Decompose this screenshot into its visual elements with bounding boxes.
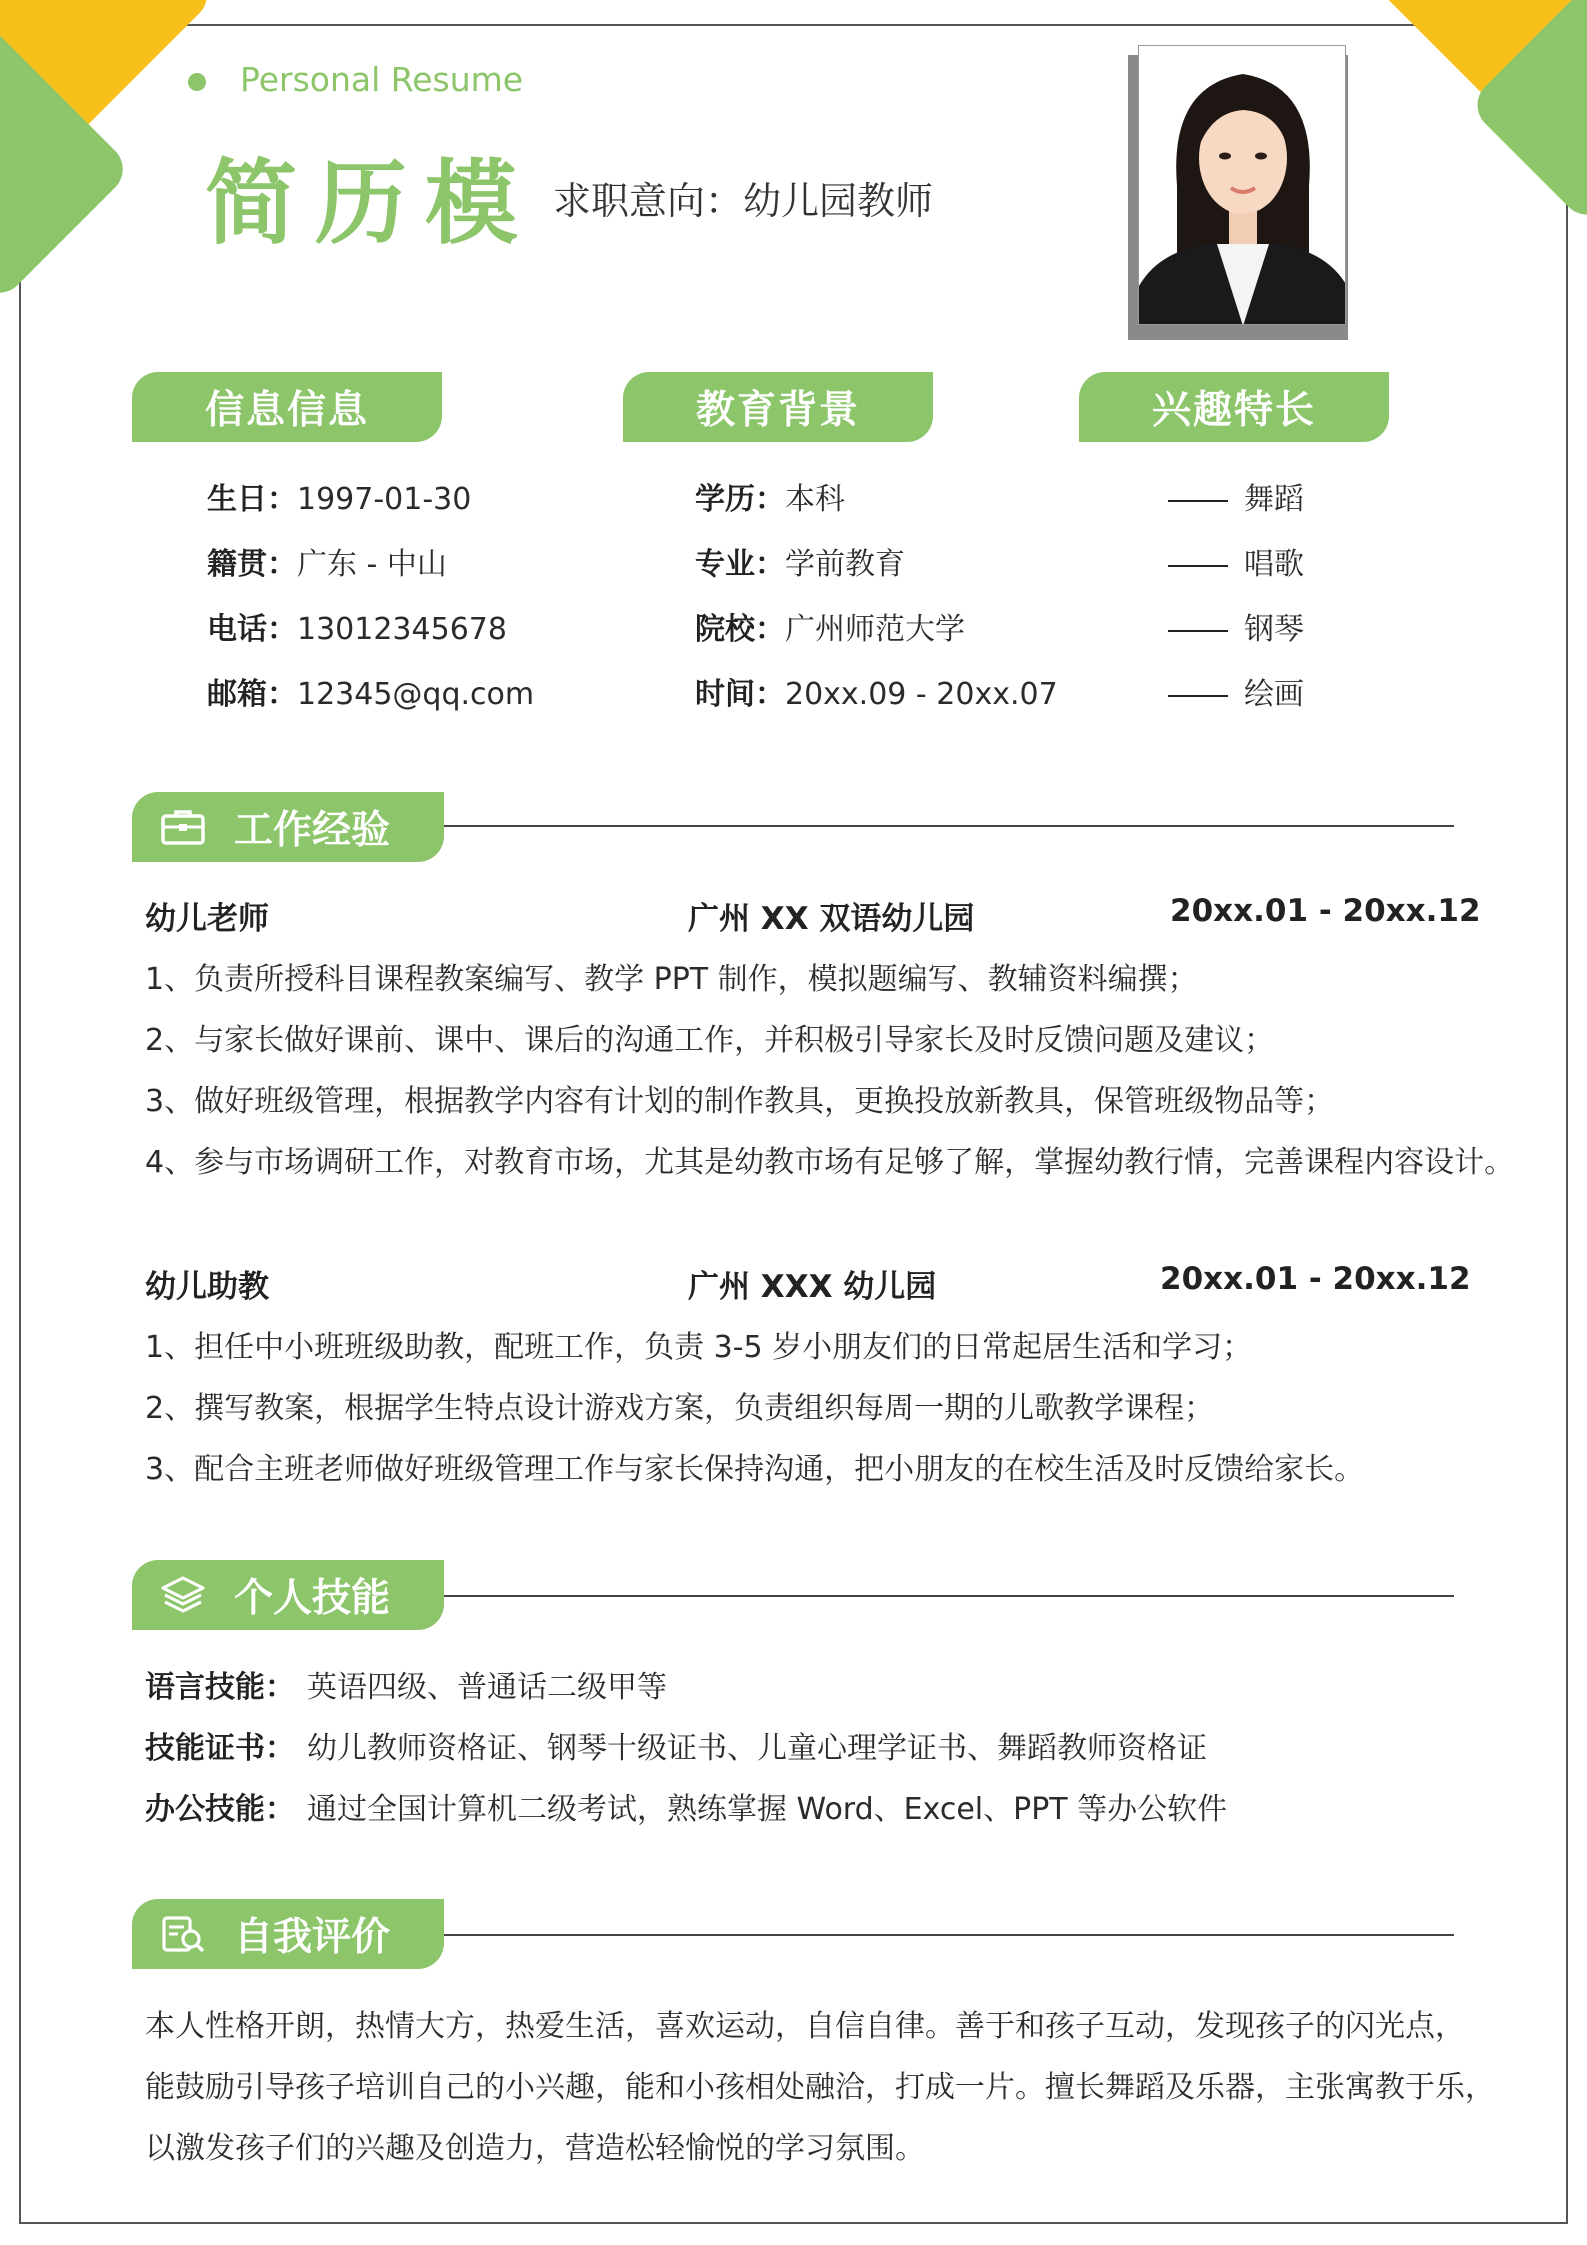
hobbies-section-title: 兴趣特长 (1079, 372, 1389, 442)
hobby-label: 钢琴 (1244, 612, 1304, 647)
info-label: 生日： (207, 482, 297, 517)
education-value: 本科 (785, 482, 845, 517)
skills-section-title: 个人技能 (234, 1576, 391, 1621)
self-evaluation-line: 本人性格开朗，热情大方，热爱生活，喜欢运动，自信自律。善于和孩子互动，发现孩子的闪光点， (145, 2009, 1465, 2044)
skill-value: 幼儿教师资格证、钢琴十级证书、儿童心理学证书、舞蹈教师资格证 (307, 1731, 1207, 1766)
hobby-item (1168, 669, 1304, 713)
layers-icon (160, 1575, 206, 1615)
job-company: 广州 XX 双语幼儿园 (688, 901, 975, 937)
education-row (695, 474, 845, 518)
info-section-title: 信息信息 (132, 372, 442, 442)
skill-row (145, 1784, 1227, 1828)
hobby-dash (1168, 695, 1228, 697)
info-row (207, 604, 507, 648)
job-duty-line: 2、与家长做好课前、课中、课后的沟通工作，并积极引导家长及时反馈问题及建议； (145, 1023, 1275, 1058)
page-frame (19, 24, 1568, 2224)
job-period: 20xx.01 - 20xx.12 (1160, 1261, 1471, 1297)
info-value: 1997-01-30 (297, 482, 472, 517)
info-value: 13012345678 (297, 612, 507, 647)
education-value: 广州师范大学 (785, 612, 965, 647)
skill-row (145, 1723, 1207, 1767)
hobby-item (1168, 474, 1304, 518)
briefcase-icon (160, 807, 206, 847)
skill-label: 办公技能： (145, 1792, 295, 1827)
skills-section-header (132, 1560, 444, 1630)
self-evaluation-line: 以激发孩子们的兴趣及创造力，营造松轻愉悦的学习氛围。 (145, 2131, 925, 2166)
education-row (695, 669, 1058, 713)
education-section-title: 教育背景 (623, 372, 933, 442)
self-evaluation-line: 能鼓励引导孩子培训自己的小兴趣，能和小孩相处融洽，打成一片。擅长舞蹈及乐器，主张寓教于乐， (145, 2070, 1495, 2105)
info-row (207, 474, 471, 518)
info-row (207, 539, 447, 583)
info-row (207, 669, 534, 713)
hobby-item (1168, 604, 1304, 648)
self-evaluation-section-header (132, 1899, 444, 1969)
education-label: 时间： (695, 677, 785, 712)
education-label: 专业： (695, 547, 785, 582)
hobby-item (1168, 539, 1304, 583)
info-label: 籍贯： (207, 547, 297, 582)
evaluation-icon (160, 1914, 206, 1954)
hobby-dash (1168, 630, 1228, 632)
hobby-label: 唱歌 (1244, 547, 1304, 582)
job-duty-line: 3、做好班级管理，根据教学内容有计划的制作教具，更换投放新教具，保管班级物品等； (145, 1084, 1335, 1119)
job-company: 广州 XXX 幼儿园 (688, 1269, 937, 1305)
self-evaluation-section-divider (444, 1934, 1454, 1936)
skill-value: 英语四级、普通话二级甲等 (307, 1670, 667, 1705)
hobby-label: 绘画 (1244, 677, 1304, 712)
hobby-label: 舞蹈 (1244, 482, 1304, 517)
job-role: 幼儿老师 (145, 901, 269, 937)
education-label: 学历： (695, 482, 785, 517)
job-duty-line: 1、负责所授科目课程教案编写、教学 PPT 制作，模拟题编写、教辅资料编撰； (145, 962, 1198, 997)
job-period: 20xx.01 - 20xx.12 (1170, 893, 1481, 929)
job-intent: 求职意向：幼儿园教师 (553, 179, 934, 223)
profile-photo (1138, 45, 1346, 325)
info-label: 邮箱： (207, 677, 297, 712)
education-row (695, 604, 965, 648)
job-duty-line: 3、配合主班老师做好班级管理工作与家长保持沟通，把小朋友的在校生活及时反馈给家长。 (145, 1452, 1365, 1487)
work-section-divider (444, 825, 1454, 827)
skill-label: 语言技能： (145, 1670, 295, 1705)
education-value: 学前教育 (785, 547, 905, 582)
hobby-dash (1168, 565, 1228, 567)
job-role: 幼儿助教 (145, 1269, 269, 1305)
self-evaluation-section-title: 自我评价 (234, 1915, 391, 1960)
education-label: 院校： (695, 612, 785, 647)
job-duty-line: 4、参与市场调研工作，对教育市场，尤其是幼教市场有足够了解，掌握幼教行情，完善课程内容设计。 (145, 1145, 1515, 1180)
skill-value: 通过全国计算机二级考试，熟练掌握 Word、Excel、PPT 等办公软件 (307, 1792, 1228, 1827)
info-value: 12345@qq.com (297, 677, 535, 712)
tagline: Personal Resume (240, 60, 524, 99)
job-duty-line: 1、担任中小班班级助教，配班工作，负责 3-5 岁小朋友们的日常起居生活和学习； (145, 1330, 1253, 1365)
skill-row (145, 1662, 667, 1706)
skills-section-divider (444, 1595, 1454, 1597)
education-value: 20xx.09 - 20xx.07 (785, 677, 1058, 712)
tagline-dot (188, 73, 206, 91)
work-section-header (132, 792, 444, 862)
job-duty-line: 2、撰写教案，根据学生特点设计游戏方案，负责组织每周一期的儿歌教学课程； (145, 1391, 1215, 1426)
skill-label: 技能证书： (145, 1731, 295, 1766)
info-value: 广东 - 中山 (297, 547, 447, 582)
hobby-dash (1168, 500, 1228, 502)
resume-title: 简历模 (205, 150, 536, 257)
work-section-title: 工作经验 (234, 808, 391, 853)
education-row (695, 539, 905, 583)
info-label: 电话： (207, 612, 297, 647)
